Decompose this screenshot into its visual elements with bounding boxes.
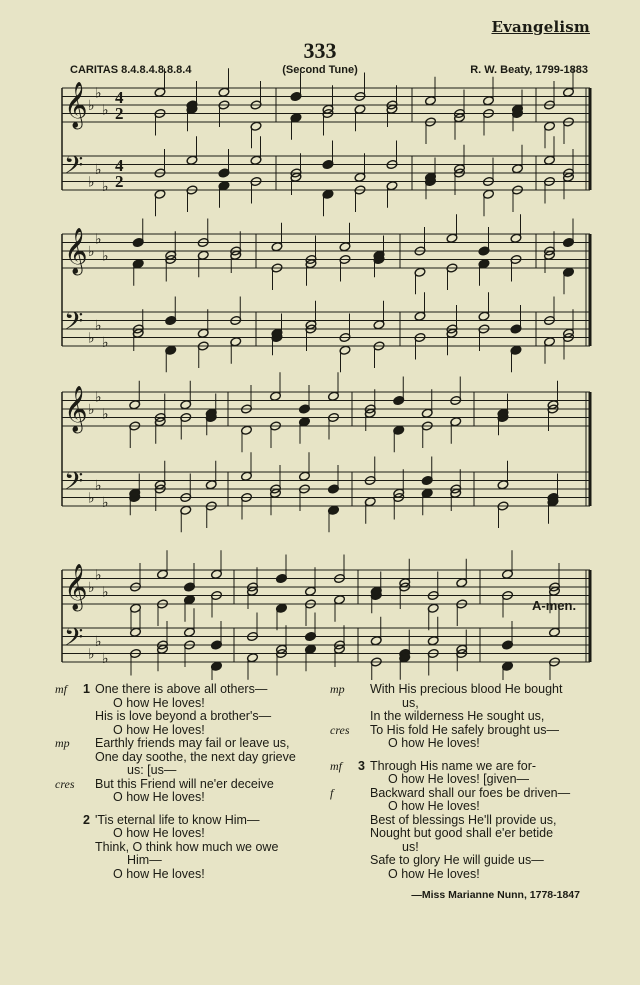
- hymn-number: 333: [303, 38, 337, 63]
- time-signature: 4: [115, 156, 124, 175]
- flat-icon: ♭: [95, 317, 102, 334]
- verse-number: 1: [83, 682, 90, 696]
- lyric-text: Earthly friends may fail or leave us,: [95, 736, 290, 750]
- tune-subtitle: (Second Tune): [282, 64, 358, 76]
- flat-icon: ♭: [95, 567, 102, 584]
- amen-label: A-men.: [532, 598, 577, 613]
- lyric-text: Nought but good shall e'er betide: [370, 826, 554, 840]
- dynamic-marking: mp: [330, 682, 345, 696]
- lyric-line: [330, 787, 600, 801]
- flat-icon: ♭: [88, 330, 95, 347]
- lyric-text: O how He loves!: [113, 790, 205, 804]
- lyric-line: [330, 854, 600, 868]
- tune-name: CARITAS 8.4.8.4.8.8.8.4: [70, 64, 192, 76]
- time-signature: 4: [115, 88, 124, 107]
- bass-clef-icon: 𝄢: [64, 151, 84, 186]
- lyric-text: To His fold He safely brought us—: [370, 722, 559, 737]
- flat-icon: ♭: [102, 178, 109, 195]
- flat-icon: ♭: [88, 490, 95, 507]
- lyric-line: [55, 854, 325, 868]
- lyric-line: [330, 827, 600, 841]
- lyric-line: [55, 697, 325, 711]
- dynamic-marking: mf: [55, 682, 67, 696]
- dynamic-marking: cres: [55, 776, 75, 791]
- flat-icon: ♭: [102, 584, 109, 601]
- lyric-text: Through His name we are for-: [370, 758, 537, 773]
- treble-clef-icon: 𝄞: [64, 564, 88, 610]
- flat-icon: ♭: [95, 633, 102, 650]
- flat-icon: ♭: [102, 406, 109, 423]
- treble-clef-icon: 𝄞: [64, 82, 88, 128]
- lyric-line: [55, 751, 325, 765]
- lyric-text: In the wilderness He sought us,: [370, 709, 545, 723]
- lyric-line: [55, 737, 325, 751]
- lyric-text: O how He loves!: [388, 866, 480, 881]
- dynamic-marking: cres: [330, 722, 350, 737]
- lyric-text: Backward shall our foes be driven—: [370, 785, 571, 800]
- lyric-text: One day soothe, the next day grieve: [95, 749, 296, 764]
- flat-icon: ♭: [95, 477, 102, 494]
- flat-icon: ♭: [88, 174, 95, 191]
- time-signature: 2: [115, 104, 124, 123]
- lyric-line: [55, 868, 325, 882]
- flat-icon: ♭: [102, 494, 109, 511]
- lyrics-right-column: [330, 683, 600, 881]
- lyric-line: [55, 764, 325, 778]
- bass-clef-icon: 𝄢: [64, 467, 84, 502]
- flat-icon: ♭: [102, 102, 109, 119]
- lyric-line: [330, 841, 600, 855]
- lyric-line: [55, 841, 325, 855]
- section-title: Evangelism: [491, 18, 590, 36]
- lyric-line: [55, 724, 325, 738]
- flat-icon: ♭: [88, 580, 95, 596]
- flat-icon: ♭: [95, 389, 102, 406]
- treble-clef-icon: 𝄞: [64, 386, 88, 432]
- lyrics-left-column: [55, 683, 325, 881]
- lyric-text: One there is above all others—: [95, 682, 268, 696]
- lyric-line: [330, 737, 600, 751]
- lyric-line: [330, 697, 600, 711]
- lyric-line: [330, 760, 600, 774]
- lyric-text: O how He loves! [given—: [388, 772, 530, 786]
- flat-icon: ♭: [102, 650, 109, 667]
- lyric-text: Him—: [127, 853, 162, 867]
- lyric-line: [55, 710, 325, 724]
- lyric-line: [330, 868, 600, 882]
- treble-clef-icon: 𝄞: [64, 228, 88, 274]
- lyric-line: [55, 827, 325, 841]
- lyricist-credit: —Miss Marianne Nunn, 1778-1847: [411, 889, 580, 901]
- dynamic-marking: mp: [55, 736, 70, 750]
- lyric-line: [330, 710, 600, 724]
- flat-icon: ♭: [88, 646, 95, 663]
- verse-number: 3: [358, 758, 365, 773]
- lyric-line: [55, 814, 325, 828]
- bass-clef-icon: 𝄢: [64, 623, 84, 658]
- lyric-text: With His precious blood He bought: [370, 682, 563, 696]
- flat-icon: ♭: [102, 334, 109, 351]
- lyric-line: [55, 778, 325, 792]
- lyric-text: But this Friend will ne'er deceive: [95, 776, 274, 791]
- lyric-text: O how He loves!: [113, 826, 205, 840]
- dynamic-marking: mf: [330, 758, 342, 773]
- lyric-text: us!: [402, 839, 419, 854]
- lyric-text: 'Tis eternal life to know Him—: [95, 812, 260, 827]
- lyric-text: O how He loves!: [388, 736, 480, 750]
- lyric-line: [55, 791, 325, 805]
- lyric-text: Best of blessings He'll provide us,: [370, 812, 557, 827]
- lyric-line: [330, 814, 600, 828]
- flat-icon: ♭: [95, 231, 102, 248]
- flat-icon: ♭: [95, 161, 102, 178]
- lyric-line: [55, 683, 325, 697]
- bass-clef-icon: 𝄢: [64, 307, 84, 342]
- lyric-text: Think, O think how much we owe: [95, 839, 279, 854]
- lyric-text: us,: [402, 695, 419, 710]
- flat-icon: ♭: [102, 248, 109, 265]
- verse-number: 2: [83, 812, 90, 827]
- lyric-text: O how He loves!: [113, 722, 205, 737]
- time-signature: 2: [115, 172, 124, 191]
- lyric-line: [330, 683, 600, 697]
- lyric-text: O how He loves!: [113, 866, 205, 881]
- lyric-line: [330, 800, 600, 814]
- flat-icon: ♭: [88, 98, 95, 114]
- lyric-text: O how He loves!: [113, 695, 205, 710]
- lyric-text: His is love beyond a brother's—: [95, 709, 272, 723]
- flat-icon: ♭: [95, 85, 102, 102]
- flat-icon: ♭: [88, 244, 95, 260]
- dynamic-marking: f: [330, 785, 334, 800]
- lyric-text: Safe to glory He will guide us—: [370, 853, 544, 867]
- composer: R. W. Beaty, 1799-1883: [470, 64, 588, 76]
- lyric-line: [330, 724, 600, 738]
- flat-icon: ♭: [88, 402, 95, 418]
- lyric-text: us: [us—: [127, 763, 177, 777]
- lyric-text: O how He loves!: [388, 799, 480, 813]
- lyric-line: [330, 773, 600, 787]
